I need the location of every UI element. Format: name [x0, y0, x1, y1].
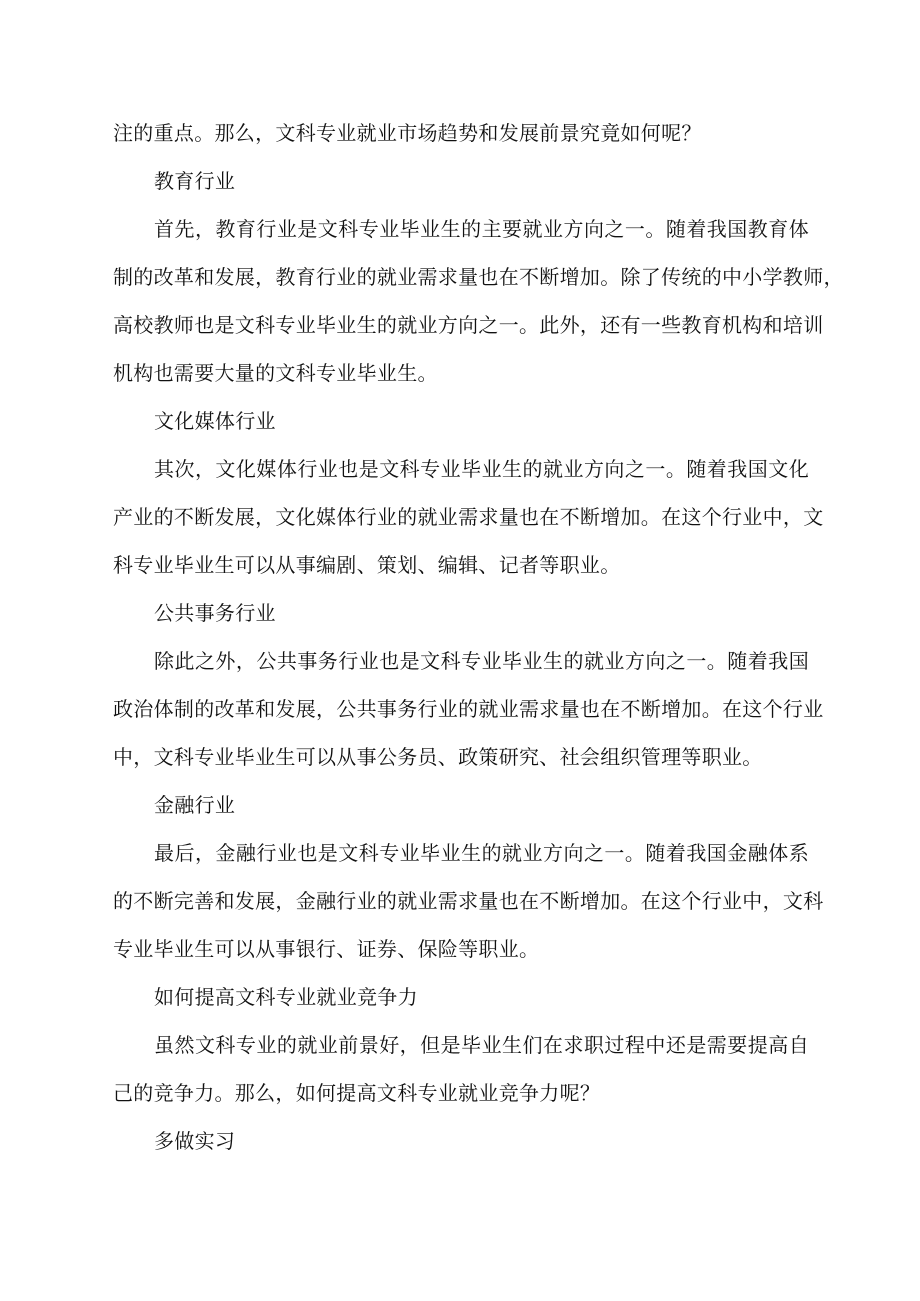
paragraph-line: 制的改革和发展，教育行业的就业需求量也在不断增加。除了传统的中小学教师， — [113, 265, 844, 289]
paragraph-line: 科专业毕业生可以从事编剧、策划、编辑、记者等职业。 — [113, 553, 621, 577]
document-body — [113, 114, 844, 1170]
paragraph-line: 高校教师也是文科专业毕业生的就业方向之一。此外，还有一些教育机构和培训 — [113, 313, 824, 337]
paragraph-line: 最后，金融行业也是文科专业毕业生的就业方向之一。随着我国金融体系 — [154, 841, 809, 865]
paragraph-line: 虽然文科专业的就业前景好，但是毕业生们在求职过程中还是需要提高自 — [154, 1033, 809, 1057]
paragraph-line: 首先，教育行业是文科专业毕业生的主要就业方向之一。随着我国教育体 — [154, 217, 809, 241]
section-heading-internship: 多做实习 — [154, 1129, 236, 1153]
section-heading-education: 教育行业 — [154, 169, 236, 193]
paragraph-line: 中，文科专业毕业生可以从事公务员、政策研究、社会组织管理等职业。 — [113, 745, 763, 769]
paragraph-line: 专业毕业生可以从事银行、证券、保险等职业。 — [113, 937, 540, 961]
intro-tail-line: 注的重点。那么，文科专业就业市场趋势和发展前景究竟如何呢？ — [113, 121, 702, 145]
paragraph-line: 己的竞争力。那么，如何提高文科专业就业竞争力呢？ — [113, 1081, 601, 1105]
section-heading-competitiveness: 如何提高文科专业就业竞争力 — [154, 985, 418, 1009]
paragraph-line: 除此之外，公共事务行业也是文科专业毕业生的就业方向之一。随着我国 — [154, 649, 809, 673]
paragraph-line: 机构也需要大量的文科专业毕业生。 — [113, 361, 438, 385]
section-heading-culture-media: 文化媒体行业 — [154, 409, 276, 433]
paragraph-line: 政治体制的改革和发展，公共事务行业的就业需求量也在不断增加。在这个行业 — [113, 697, 824, 721]
section-heading-finance: 金融行业 — [154, 793, 236, 817]
paragraph-line: 的不断完善和发展，金融行业的就业需求量也在不断增加。在这个行业中，文科 — [113, 889, 824, 913]
paragraph-line: 产业的不断发展，文化媒体行业的就业需求量也在不断增加。在这个行业中，文 — [113, 505, 824, 529]
section-heading-public-affairs: 公共事务行业 — [154, 601, 276, 625]
paragraph-line: 其次，文化媒体行业也是文科专业毕业生的就业方向之一。随着我国文化 — [154, 457, 809, 481]
